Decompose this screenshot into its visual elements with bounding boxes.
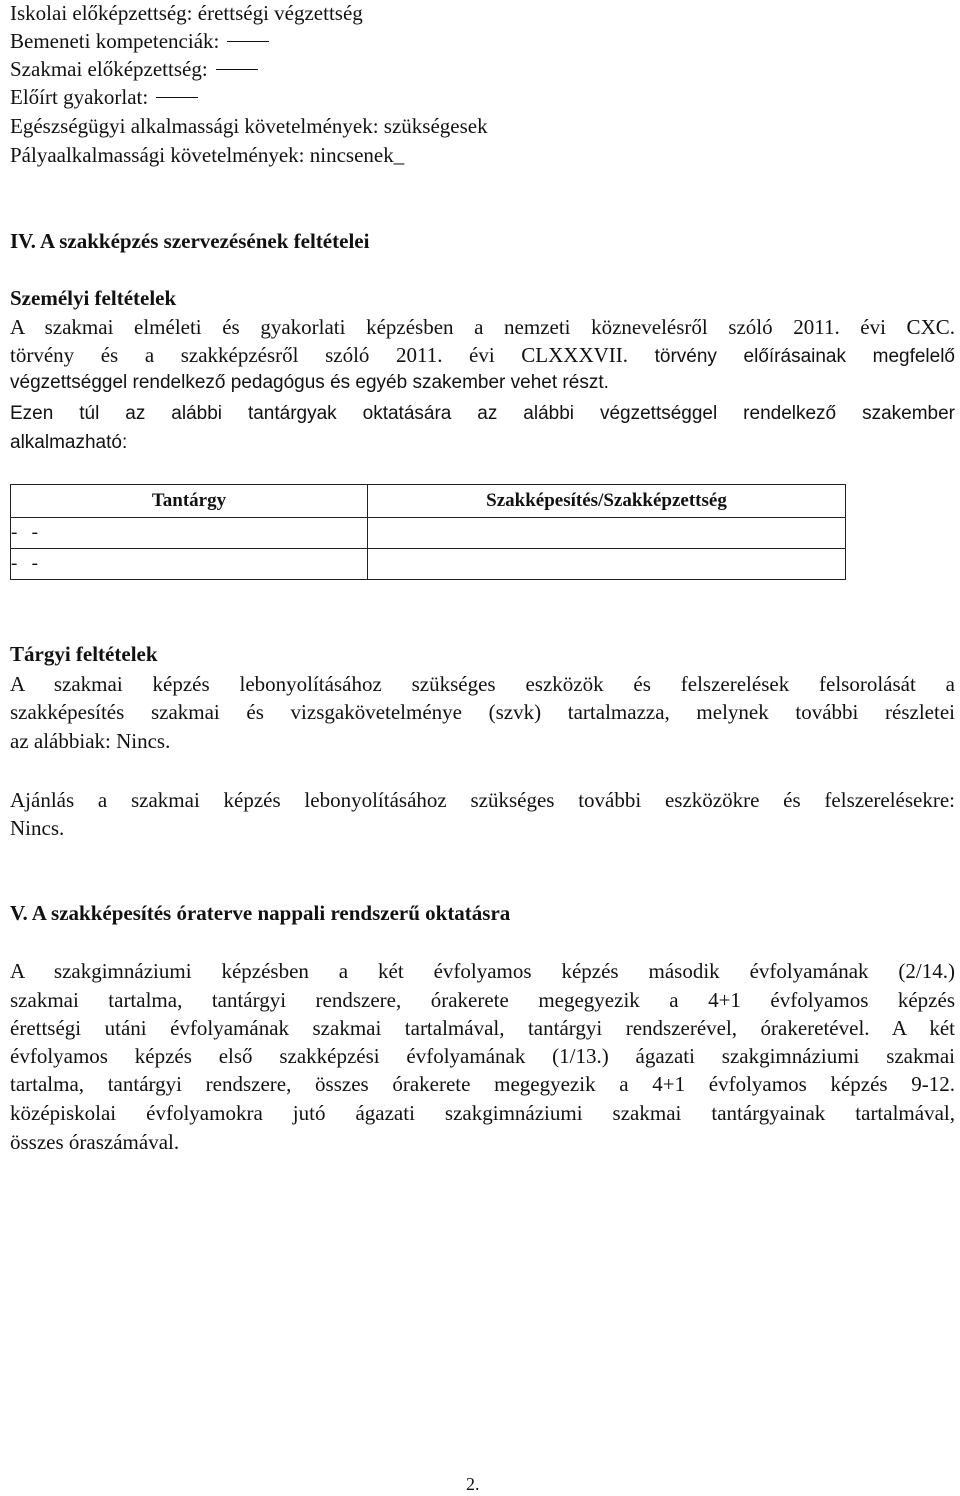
competencies-label: Bemeneti kompetenciák: xyxy=(10,29,220,53)
subject-para-line-1: Ezen túl az alábbi tantárgyak oktatására az alábbi végzettséggel rendelkező szakember xyxy=(10,403,955,424)
header-qualification: Szakképesítés/Szakképzettség xyxy=(368,485,846,518)
material-conditions-heading: Tárgyi feltételek xyxy=(10,642,158,666)
cell-qualification xyxy=(368,518,846,549)
curriculum-para-line-7: összes óraszámával. xyxy=(10,1130,180,1154)
curriculum-para-line-5: tartalma, tantárgyi rendszere, összes órakerete megegyezik a 4+1 évfolyamos képzés 9-12. xyxy=(10,1072,955,1096)
table-row xyxy=(11,549,846,580)
prerequisite-line-prior-training xyxy=(10,56,258,82)
prerequisite-line-practice xyxy=(10,84,198,110)
recommendation-line-2: Nincs. xyxy=(10,816,65,840)
personal-para-line-2 xyxy=(10,342,955,370)
material-para-line-3: az alábbiak: Nincs. xyxy=(10,729,171,753)
curriculum-para-line-6: középiskolai évfolyamokra jutó ágazati szakgimnáziumi szakmai tantárgyainak tartalmával, xyxy=(10,1101,955,1125)
personal-para-line-3: végzettséggel rendelkező pedagógus és egyéb szakember vehet részt. xyxy=(10,372,609,393)
page-number: 2. xyxy=(466,1474,480,1494)
curriculum-para-line-3: érettségi utáni évfolyamának szakmai tartalmával, tantárgyi rendszerével, órakeretével. A két xyxy=(10,1016,955,1040)
prerequisite-line-health: Egészségügyi alkalmassági követelmények: szükségesek xyxy=(10,114,488,138)
curriculum-para-line-1: A szakgimnáziumi képzésben a két évfolyamos képzés második évfolyamának (2/14.) xyxy=(10,959,955,983)
blank-dash xyxy=(156,97,198,98)
section-5-title: V. A szakképesítés óraterve nappali rendszerű oktatásra xyxy=(10,901,511,925)
prior-training-label: Szakmai előképzettség: xyxy=(10,57,208,81)
personal-conditions-heading: Személyi feltételek xyxy=(10,286,177,310)
table-row xyxy=(11,518,846,549)
recommendation-line-1: Ajánlás a szakmai képzés lebonyolításához szükséges további eszközökre és felszerelésekre: xyxy=(10,788,955,812)
table-header-row xyxy=(11,485,846,518)
prerequisite-line-education: Iskolai előképzettség: érettségi végzettség xyxy=(10,1,363,25)
personal-para-line-1: A szakmai elméleti és gyakorlati képzésben a nemzeti köznevelésről szóló 2011. évi CXC. xyxy=(10,315,955,339)
cell-qualification xyxy=(368,549,846,580)
prerequisite-line-aptitude: Pályaalkalmassági követelmények: nincsenek_ xyxy=(10,143,405,167)
practice-label: Előírt gyakorlat: xyxy=(10,85,149,109)
cell-subject xyxy=(11,549,368,580)
subject-para-line-2: alkalmazható: xyxy=(10,432,128,453)
cell-subject xyxy=(11,518,368,549)
material-para-line-1: A szakmai képzés lebonyolításához szükséges eszközök és felszerelések felsorolását a xyxy=(10,672,955,696)
prerequisite-line-competencies xyxy=(10,28,269,54)
header-subject: Tantárgy xyxy=(11,485,368,518)
subject-qualification-table xyxy=(10,484,846,580)
blank-dash xyxy=(227,41,269,42)
curriculum-para-line-4: évfolyamos képzés első szakképzési évfolyamának (1/13.) ágazati szakgimnáziumi szakmai xyxy=(10,1044,955,1068)
cell-subject-text: - - xyxy=(11,553,38,574)
law-reference: törvény és a szakképzésről szóló 2011. évi CLXXXVII. xyxy=(10,343,629,367)
material-para-line-2: szakképesítés szakmai és vizsgakövetelménye (szvk) tartalmazza, melynek további részletei xyxy=(10,700,955,724)
curriculum-para-line-2: szakmai tartalma, tantárgyi rendszere, órakerete megegyezik a 4+1 évfolyamos képzés xyxy=(10,988,955,1012)
blank-dash xyxy=(216,69,258,70)
law-requirements: törvény előírásainak megfelelő xyxy=(654,346,955,367)
cell-subject-text: - - xyxy=(11,522,38,543)
section-4-title: IV. A szakképzés szervezésének feltételei xyxy=(10,229,370,253)
